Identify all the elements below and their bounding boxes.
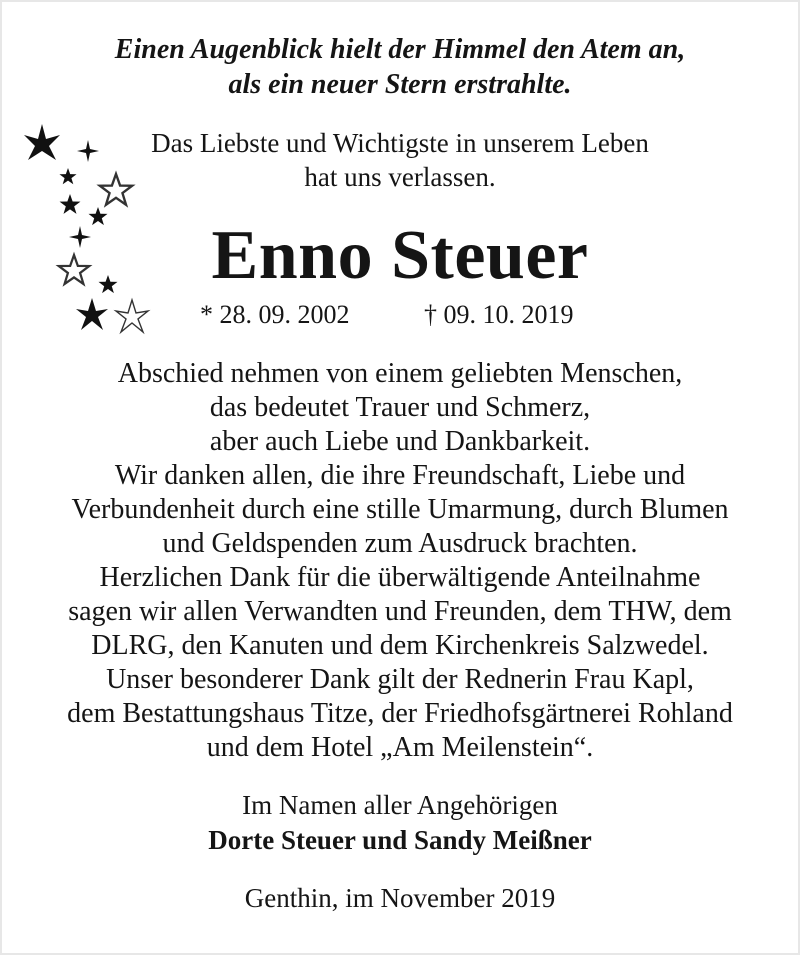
death-date: † 09. 10. 2019 bbox=[424, 300, 574, 329]
intro-line-1: Das Liebste und Wichtigste in unserem Leben bbox=[151, 128, 649, 158]
body-line-9: DLRG, den Kanuten und dem Kirchenkreis Salzwedel. bbox=[91, 630, 709, 661]
obituary-card bbox=[2, 2, 798, 953]
body-line-11: dem Bestattungshaus Titze, der Friedhofsgärtnerei Rohland bbox=[67, 698, 733, 729]
birth-date: * 28. 09. 2002 bbox=[200, 300, 350, 329]
life-dates bbox=[2, 300, 798, 334]
signature-lead: Im Namen aller Angehörigen bbox=[242, 790, 558, 820]
body-line-2: das bedeutet Trauer und Schmerz, bbox=[209, 392, 591, 423]
deceased-name: Enno Steuer bbox=[211, 217, 589, 294]
place-date: Genthin, im November 2019 bbox=[244, 883, 556, 913]
body-line-8: sagen wir allen Verwandten und Freunden, dem THW, dem bbox=[68, 596, 732, 627]
signature-names: Dorte Steuer und Sandy Meißner bbox=[208, 825, 592, 855]
body-line-1: Abschied nehmen von einem geliebten Menschen, bbox=[117, 358, 683, 389]
body-line-5: Verbundenheit durch eine stille Umarmung, durch Blumen bbox=[71, 494, 729, 525]
intro-line-2: hat uns verlassen. bbox=[304, 162, 496, 192]
body-line-4: Wir danken allen, die ihre Freundschaft, Liebe und bbox=[114, 460, 686, 491]
body-line-3: aber auch Liebe und Dankbarkeit. bbox=[209, 426, 591, 457]
body-line-7: Herzlichen Dank für die überwältigende Anteilnahme bbox=[99, 562, 701, 593]
motto-line-1: Einen Augenblick hielt der Himmel den Atem an, bbox=[114, 34, 686, 65]
motto-line-2: als ein neuer Stern erstrahlte. bbox=[228, 69, 572, 100]
body-line-12: und dem Hotel „Am Meilenstein“. bbox=[206, 732, 594, 763]
body-line-6: und Geldspenden zum Ausdruck brachten. bbox=[162, 528, 638, 559]
body-line-10: Unser besonderer Dank gilt der Rednerin Frau Kapl, bbox=[106, 664, 694, 695]
